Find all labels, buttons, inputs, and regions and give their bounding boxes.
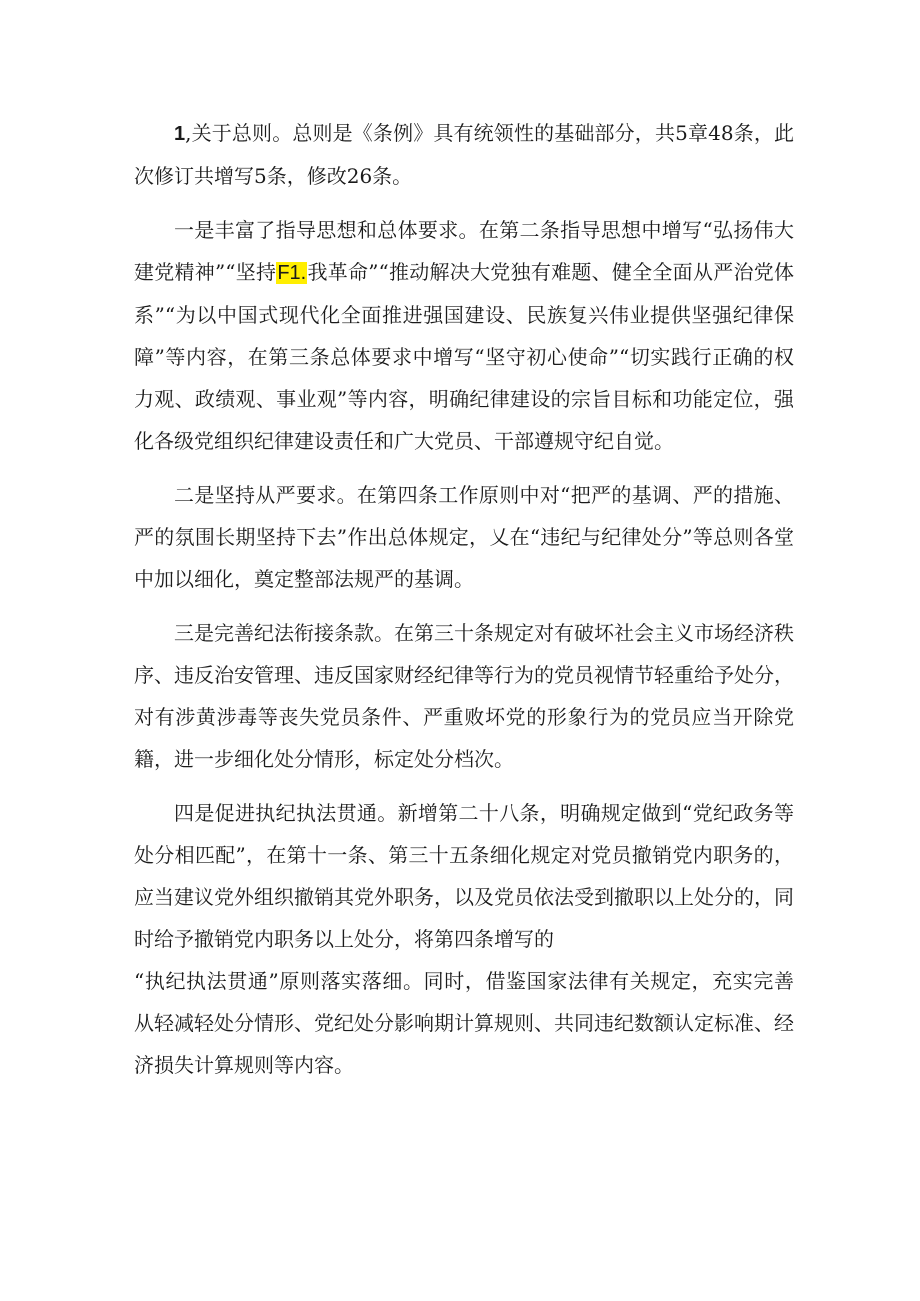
highlighted-text: F1. [277,262,307,284]
paragraph-enforcement-integration: 四是促进执纪执法贯通。新增第二十八条，明确规定做到“党纪政务等处分相匹配”，在第十一条、第三十五条细化规定对党员撤销党内职务的，应当建议党外组织撤销其党外职务，以及党员依法受到撤职以上处分的，同时给予撤销党内职务以上处分，将第四条增写的 [134,801,794,951]
paragraph-text-before: 一是丰富了指导思想和总体要求。在第二条指导思想中增写“弘扬伟大建党精神”“坚持 [134,218,794,284]
paragraph-strict-requirements: 二是坚持从严要求。在第四条工作原则中对“把严的基调、严的措施、严的氛围长期坚持下去”作出总体规定，乂在“违纪与纪律处分”等总则各堂中加以细化，奠定整部法规严的基调。 [134,483,794,591]
document-body [134,112,794,1098]
paragraph-enforcement-continuation: “执纪执法贯通”原则落实落细。同时，借鉴国家法律有关规定，充实完善从轻减轻处分情形、党纪处分影响期计算规则、共同违纪数额认定标准、经济损失计算规则等内容。 [134,969,794,1077]
paragraph-general-provisions [134,112,794,197]
section-number: 1 [174,123,186,145]
paragraph-discipline-law-connection: 三是完善纪法衔接条款。在第三十条规定对有破坏社会主义市场经济秩序、违反治安管理、违反国家财经纪律等行为的党员视情节轻重给予处分，对有涉黄涉毒等丧失党员条件、严重败坏党的形象行为的党员应当开除党籍，进一步细化处分情形，标定处分档次。 [134,621,794,771]
paragraph-text: ,关于总则。总则是《条例》具有统领性的基础部分，共5章48条，此次修订共增写5条，修改26条。 [134,121,794,188]
paragraph-guiding-ideology [134,209,794,462]
paragraph-text-after: 我革命”“推动解决大党独有难题、健全全面从严治党体系”“为以中国式现代化全面推进强国建设、民族复兴伟业提供坚强纪律保障”等内容，在第三条总体要求中增写“坚守初心使命”“切实践行正确的权力观、政绩观、事业观”等内容，明确纪律建设的宗旨目标和功能定位，强化各级党组织纪律建设责任和广大党员、干部遵规守纪自觉。 [134,260,795,453]
